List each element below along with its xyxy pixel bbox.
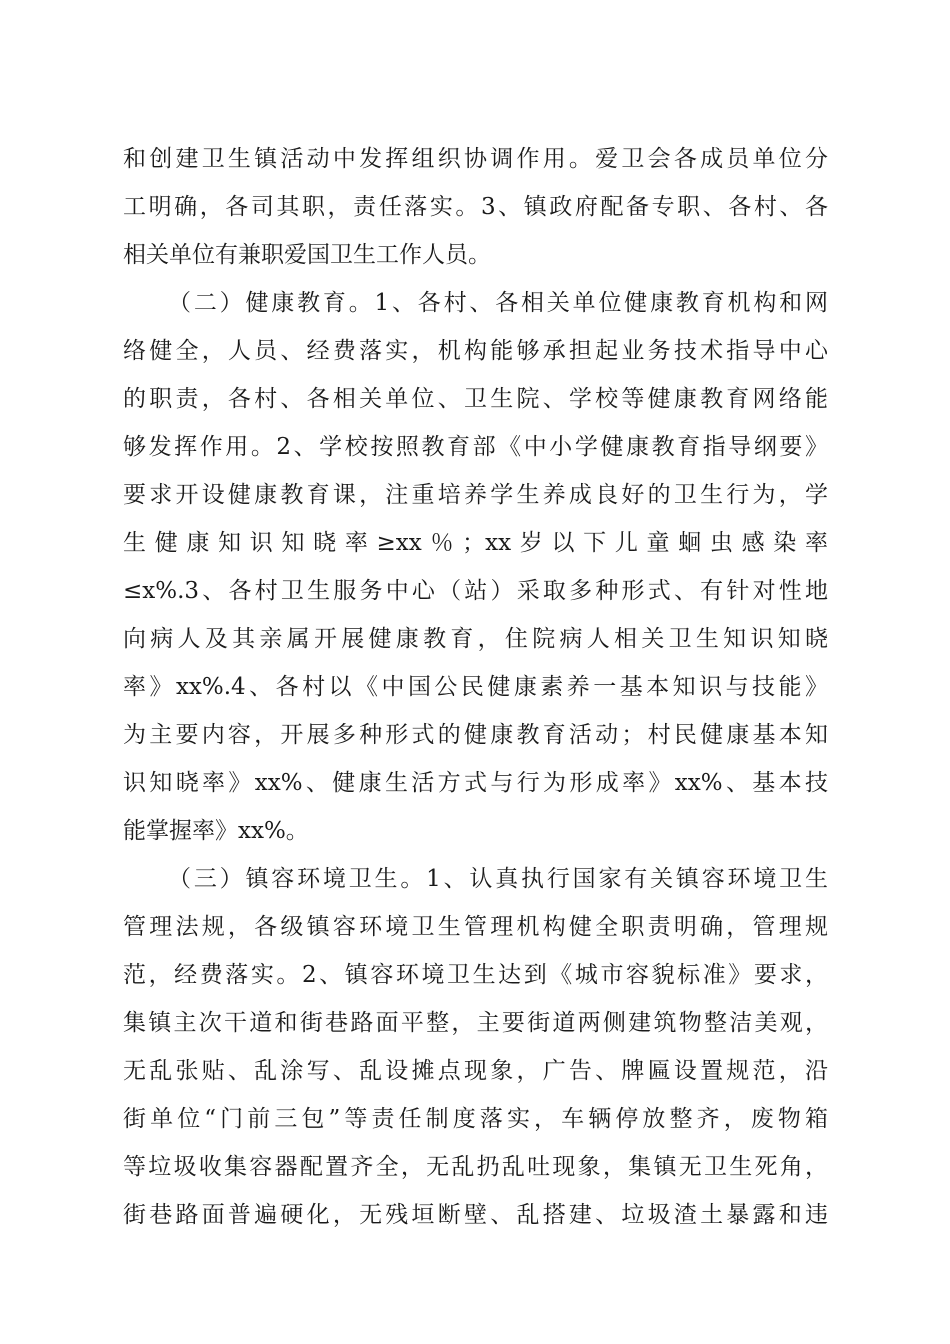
text-line: 络健全，人员、经费落实，机构能够承担起业务技术指导中心 [123,338,828,364]
text-line: 和创建卫生镇活动中发挥组织协调作用。爱卫会各成员单位分 [123,146,828,172]
text-line: 街巷路面普遍硬化，无残垣断壁、乱搭建、垃圾渣土暴露和违 [123,1202,828,1228]
text-line: 要求开设健康教育课，注重培养学生养成良好的卫生行为，学 [123,482,828,508]
text-line: 为主要内容，开展多种形式的健康教育活动；村民健康基本知 [123,722,828,748]
text-line: 无乱张贴、乱涂写、乱设摊点现象，广告、牌匾设置规范，沿 [123,1058,828,1084]
text-line: 范，经费落实。2、镇容环境卫生达到《城市容貌标准》要求， [123,962,828,988]
text-line: 工明确，各司其职，责任落实。3、镇政府配备专职、各村、各 [123,194,828,220]
text-line: ≤x%.3、各村卫生服务中心（站）采取多种形式、有针对性地 [123,578,828,604]
text-line: 识知晓率》xx%、健康生活方式与行为形成率》xx%、基本技 [123,770,828,796]
section-heading-line: （三）镇容环境卫生。1、认真执行国家有关镇容环境卫生 [168,866,828,892]
text-line: 等垃圾收集容器配置齐全，无乱扔乱吐现象，集镇无卫生死角， [123,1154,828,1180]
text-line: 率》xx%.4、各村以《中国公民健康素养一基本知识与技能》 [123,674,828,700]
text-line: 向病人及其亲属开展健康教育，住院病人相关卫生知识知晓 [123,626,828,652]
text-line: 生健康知识知晓率≥xx％；xx岁以下儿童蛔虫感染率 [123,530,828,556]
text-line: 管理法规，各级镇容环境卫生管理机构健全职责明确，管理规 [123,914,828,940]
text-line: 集镇主次干道和街巷路面平整，主要街道两侧建筑物整洁美观， [123,1010,828,1036]
text-line: 的职责，各村、各相关单位、卫生院、学校等健康教育网络能 [123,386,828,412]
text-line: 街单位“门前三包”等责任制度落实，车辆停放整齐，废物箱 [123,1106,828,1132]
section-heading-line: （二）健康教育。1、各村、各相关单位健康教育机构和网 [168,290,828,316]
text-line: 够发挥作用。2、学校按照教育部《中小学健康教育指导纲要》 [123,434,828,460]
text-line: 相关单位有兼职爱国卫生工作人员。 [123,242,491,268]
text-line: 能掌握率》xx%。 [123,818,309,844]
